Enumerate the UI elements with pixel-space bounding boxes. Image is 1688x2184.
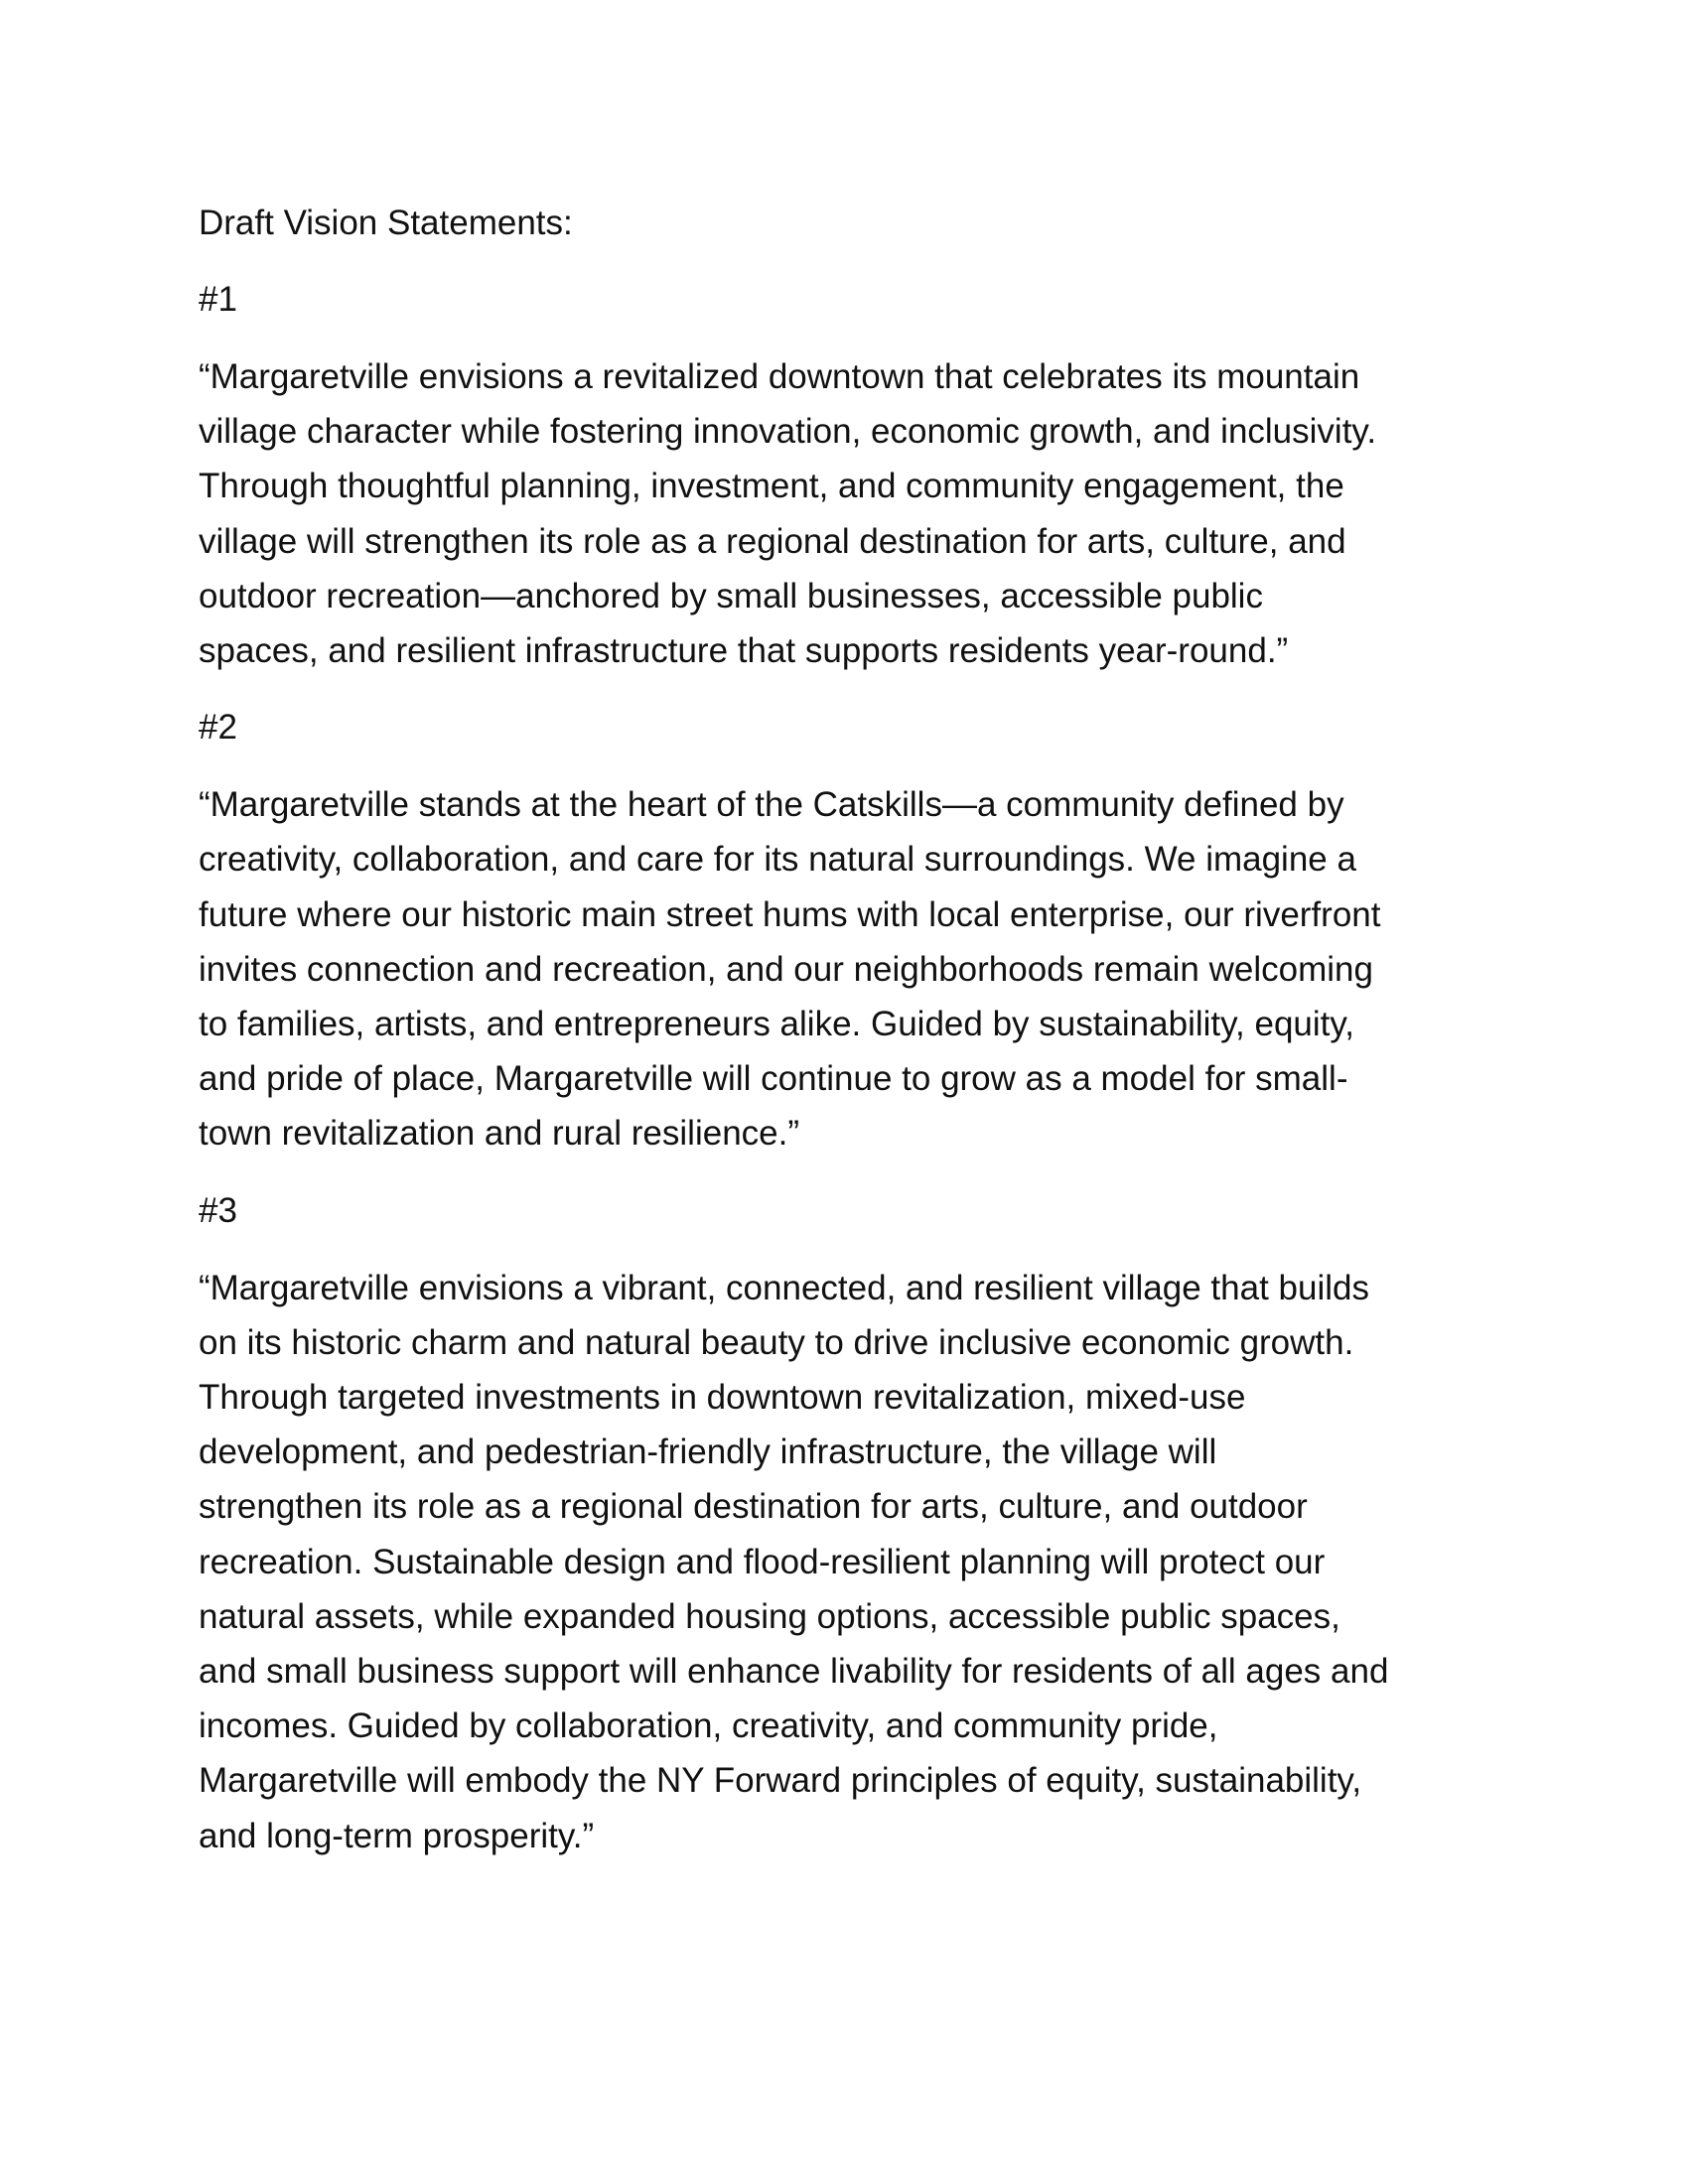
statement-2-line: future where our historic main street hums with local enterprise, our riverfront xyxy=(199,894,1381,934)
statement-3-line: Through targeted investments in downtown revitalization, mixed-use xyxy=(199,1378,1246,1418)
statement-3-line: development, and pedestrian-friendly infrastructure, the village will xyxy=(199,1433,1217,1472)
statement-3-line: incomes. Guided by collaboration, creativity, and community pride, xyxy=(199,1706,1218,1746)
statement-1-line: “Margaretville envisions a revitalized downtown that celebrates its mountain xyxy=(199,357,1360,396)
statement-text-2 xyxy=(199,777,1499,1160)
statement-1-line: Through thoughtful planning, investment, and community engagement, the xyxy=(199,467,1344,506)
statement-text-3 xyxy=(199,1261,1499,1863)
statement-3-line: and long-term prosperity.” xyxy=(199,1816,595,1855)
statement-3-line: recreation. Sustainable design and flood-resilient planning will protect our xyxy=(199,1542,1326,1581)
statement-1-line: village character while fostering innovation, economic growth, and inclusivity. xyxy=(199,412,1377,452)
document-title: Draft Vision Statements: xyxy=(199,204,573,242)
document-page xyxy=(199,197,1499,1886)
statement-number-3: #3 xyxy=(199,1190,237,1230)
statement-3-line: on its historic charm and natural beauty to drive inclusive economic growth. xyxy=(199,1322,1354,1362)
statement-2-line: creativity, collaboration, and care for its natural surroundings. We imagine a xyxy=(199,840,1356,880)
statement-2-line: “Margaretville stands at the heart of the Catskills—a community defined by xyxy=(199,785,1344,825)
statement-2-line: town revitalization and rural resilience.” xyxy=(199,1114,799,1154)
statement-text-1 xyxy=(199,349,1499,678)
statement-3-line: natural assets, while expanded housing options, accessible public spaces, xyxy=(199,1596,1340,1636)
statement-3-line: and small business support will enhance livability for residents of all ages and xyxy=(199,1652,1389,1692)
statement-number-2: #2 xyxy=(199,708,237,748)
statement-number-1: #1 xyxy=(199,280,237,319)
statement-3-line: strengthen its role as a regional destination for arts, culture, and outdoor xyxy=(199,1487,1308,1527)
statement-1-line: outdoor recreation—anchored by small businesses, accessible public xyxy=(199,576,1263,615)
statement-1-line: spaces, and resilient infrastructure that supports residents year-round.” xyxy=(199,631,1289,671)
statement-2-line: and pride of place, Margaretville will continue to grow as a model for small- xyxy=(199,1059,1348,1099)
statement-3-line: “Margaretville envisions a vibrant, connected, and resilient village that builds xyxy=(199,1268,1369,1307)
statement-2-line: to families, artists, and entrepreneurs alike. Guided by sustainability, equity, xyxy=(199,1005,1355,1044)
statement-1-line: village will strengthen its role as a regional destination for arts, culture, and xyxy=(199,521,1346,561)
statement-2-line: invites connection and recreation, and our neighborhoods remain welcoming xyxy=(199,949,1373,989)
statement-3-line: Margaretville will embody the NY Forward principles of equity, sustainability, xyxy=(199,1761,1362,1801)
